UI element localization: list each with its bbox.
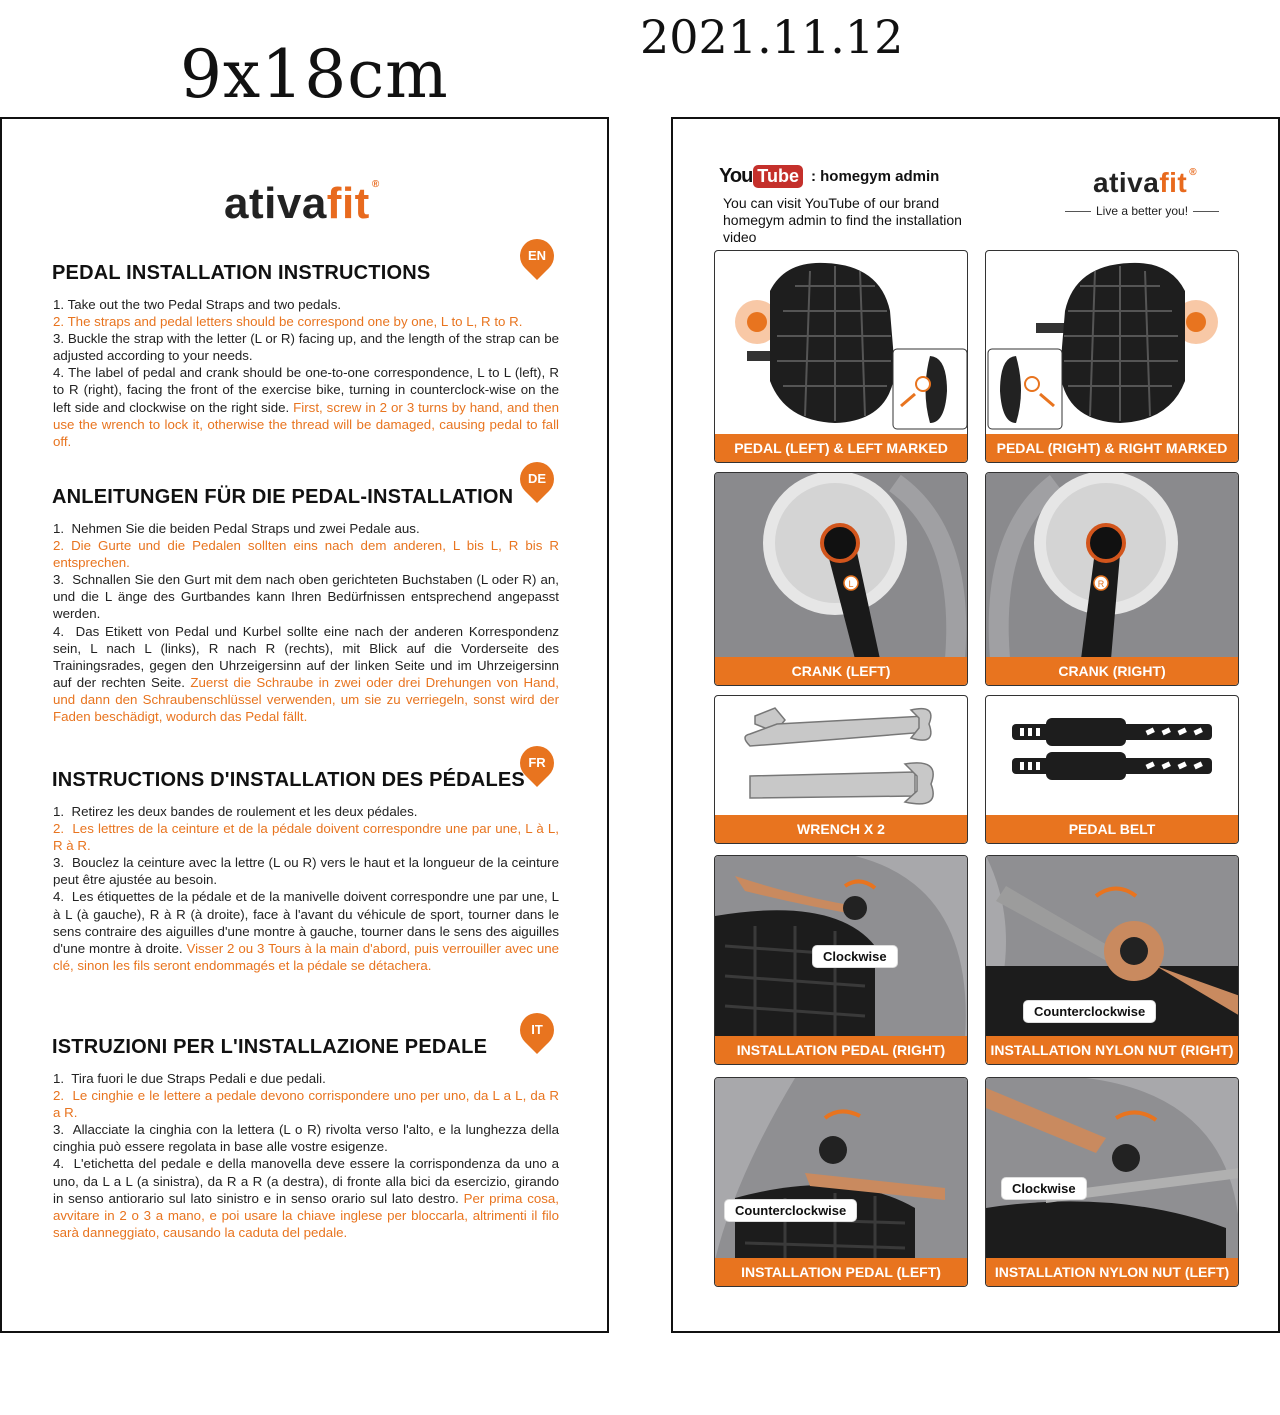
- step: 4. Les étiquettes de la pédale et de la manivelle doivent correspondre une par une, L à L (à gauche), R à R (à droite), face à l'avant du véhicule de sport, tourner dans le sens contraire des aiguilles d'une montre à gauche, tourner dans le sens des aiguilles d'une montre à droite. Visser 2 ou 3 Tours à la main d'abord, puis verrouiller avec une clé, sinon les fils seront endommagés et la pédale se détachera.: [53, 889, 560, 973]
- card-caption: PEDAL BELT: [986, 815, 1238, 843]
- card-install-nut-left: [985, 1077, 1239, 1287]
- section-body: [53, 520, 559, 725]
- instructions-panel: [0, 117, 609, 1333]
- brand-name-part2: fit: [326, 179, 370, 228]
- language-pin-icon: [513, 1006, 561, 1054]
- youtube-logo-tube: Tube: [753, 165, 803, 188]
- picture-guide-panel: [671, 117, 1280, 1333]
- card-install-nut-right: [985, 855, 1239, 1065]
- step: 4. Das Etikett von Pedal und Kurbel sollte eine nach der anderen Korrespondenz sein, L nach L (links), R nach R (rechts), mit Blick auf die Vorderseite des Trainingsrades, gegen den Uhrzeigersinn auf der linken Seite und im Uhrzeigersinn auf der rechten Seite. Zuerst die Schraube in zwei oder drei Drehungen von Hand, und dann den Schraubenschlüssel verwenden, um sie zu verriegeln, sonst wird der Faden beschädigt, wodurch das Pedal fällt.: [53, 623, 560, 725]
- section-title: INSTRUCTIONS D'INSTALLATION DES PÉDALES: [52, 769, 525, 791]
- card-pedal-left: [714, 250, 968, 463]
- size-label: 9x18cm: [180, 36, 449, 113]
- pedal-belt-photo: [986, 696, 1238, 817]
- youtube-logo-you: You: [719, 165, 753, 187]
- step: 1. Nehmen Sie die beiden Pedal Straps und zwei Pedale aus.: [53, 521, 420, 536]
- card-caption: PEDAL (RIGHT) & RIGHT MARKED: [986, 434, 1238, 462]
- crank-mark: L: [848, 579, 854, 589]
- card-caption: CRANK (LEFT): [715, 657, 967, 685]
- registered-mark: ®: [1189, 167, 1198, 178]
- install-nut-left-photo: [986, 1078, 1238, 1260]
- brand-logo: [1093, 167, 1197, 199]
- step: 2. Les lettres de la ceinture et de la pédale doivent correspondre une par une, L à L, R à R.: [53, 821, 559, 854]
- wrench-photo: [715, 696, 967, 817]
- brand-name-part1: ativa: [1093, 167, 1160, 198]
- brand-name-part2: fit: [1159, 167, 1188, 198]
- card-crank-left: [714, 472, 968, 686]
- step: 2. Die Gurte und die Pedalen sollten eins nach dem anderen, L bis L, R bis R entsprechen.: [53, 538, 559, 571]
- date-label: 2021.11.12: [640, 10, 904, 64]
- step: 3. Bouclez la ceinture avec la lettre (L ou R) vers le haut et la longueur de la ceinture peut être ajustée au besoin.: [53, 855, 559, 888]
- section-body: [53, 1070, 559, 1241]
- step: 4. L'etichetta del pedale e della manovella deve essere la corrispondenza da uno a uno, da L a L (a sinistra), da R a R (a destra), di fronte alla bici da esercizio, girando in senso antiorario sul lato sinistro e in senso orario sul lato destro. Per prima cosa, avvitare in 2 o 3 a mano, e poi usare la chiave inglese per bloccarla, altrimenti il filo sarà danneggiato, causando la caduta del pedale.: [53, 1156, 560, 1240]
- install-pedal-right-photo: [715, 856, 967, 1038]
- card-caption: INSTALLATION PEDAL (RIGHT): [715, 1036, 967, 1064]
- section-title: PEDAL INSTALLATION INSTRUCTIONS: [52, 262, 431, 284]
- brand-logo: [224, 179, 380, 229]
- card-pedal-right: [985, 250, 1239, 463]
- brand-name-part1: ativa: [224, 179, 327, 228]
- card-wrench: [714, 695, 968, 844]
- language-code: IT: [531, 1022, 543, 1037]
- card-caption: CRANK (RIGHT): [986, 657, 1238, 685]
- section-body: [53, 296, 559, 450]
- language-code: EN: [527, 248, 547, 263]
- install-pedal-left-photo: [715, 1078, 967, 1260]
- pedal-right-photo: [986, 251, 1238, 436]
- card-caption: INSTALLATION PEDAL (LEFT): [715, 1258, 967, 1286]
- card-caption: WRENCH X 2: [715, 815, 967, 843]
- crank-right-photo: [986, 473, 1238, 659]
- step: 3. Allacciate la cinghia con la lettera (L o R) rivolta verso l'alto, e la lunghezza della cinghia può essere regolata in base alle vostre esigenze.: [53, 1122, 559, 1155]
- card-pedal-belt: [985, 695, 1239, 844]
- step: 1. Retirez les deux bandes de roulement et les deux pédales.: [53, 804, 418, 819]
- brand-slogan: [1065, 204, 1219, 218]
- section-title: ANLEITUNGEN FÜR DIE PEDAL-INSTALLATION: [52, 486, 514, 508]
- card-crank-right: [985, 472, 1239, 686]
- direction-label: Clockwise: [813, 946, 897, 967]
- card-caption: PEDAL (LEFT) & LEFT MARKED: [715, 434, 967, 462]
- slogan-text: Live a better you!: [1096, 204, 1189, 218]
- step: 2. Le cinghie e le lettere a pedale devono corrispondere uno per uno, da L a L, da R a R.: [53, 1088, 559, 1121]
- install-nut-right-photo: [986, 856, 1238, 1038]
- section-title: ISTRUZIONI PER L'INSTALLAZIONE PEDALE: [52, 1036, 488, 1058]
- pedal-left-photo: [715, 251, 967, 436]
- card-install-pedal-right: [714, 855, 968, 1065]
- youtube-logo: [719, 165, 939, 188]
- language-pin-icon: [513, 455, 561, 503]
- crank-mark: R: [1097, 579, 1105, 589]
- direction-label: Counterclockwise: [1024, 1001, 1155, 1022]
- step: 1. Take out the two Pedal Straps and two pedals.: [53, 297, 342, 312]
- youtube-description: You can visit YouTube of our brand homegym admin to find the installation video: [723, 195, 962, 245]
- crank-left-photo: [715, 473, 967, 659]
- step: 3. Buckle the strap with the letter (L or R) facing up, and the length of the strap can be adjusted according to your needs.: [53, 331, 559, 364]
- youtube-channel-name: : homegym admin: [810, 168, 940, 185]
- registered-mark: ®: [371, 179, 380, 190]
- language-code: FR: [528, 755, 546, 770]
- language-pin-icon: [513, 232, 561, 280]
- step: 1. Tira fuori le due Straps Pedali e due pedali.: [53, 1071, 326, 1086]
- direction-label: Counterclockwise: [725, 1200, 856, 1221]
- card-caption: INSTALLATION NYLON NUT (RIGHT): [986, 1036, 1238, 1064]
- direction-label: Clockwise: [1002, 1178, 1086, 1199]
- step: 3. Schnallen Sie den Gurt mit dem nach oben gerichteten Buchstaben (L oder R) an, und die L änge des Gurtbandes kann Ihren Bedürfnissen entsprechend angepasst werden.: [53, 572, 559, 622]
- section-body: [53, 803, 559, 974]
- step: 2. The straps and pedal letters should be correspond one by one, L to L, R to R.: [53, 314, 523, 330]
- card-install-pedal-left: [714, 1077, 968, 1287]
- step: 4. The label of pedal and crank should be one-to-one correspondence, L to L (left), R to R (right), facing the front of the exercise bike, turning in counterclock-wise on the left side and clockwise on the right side. First, screw in 2 or 3 turns by hand, and then use the wrench to lock it, otherwise the thread will be damaged, causing pedal to fall off.: [53, 365, 559, 449]
- card-caption: INSTALLATION NYLON NUT (LEFT): [986, 1258, 1238, 1286]
- language-code: DE: [527, 471, 547, 486]
